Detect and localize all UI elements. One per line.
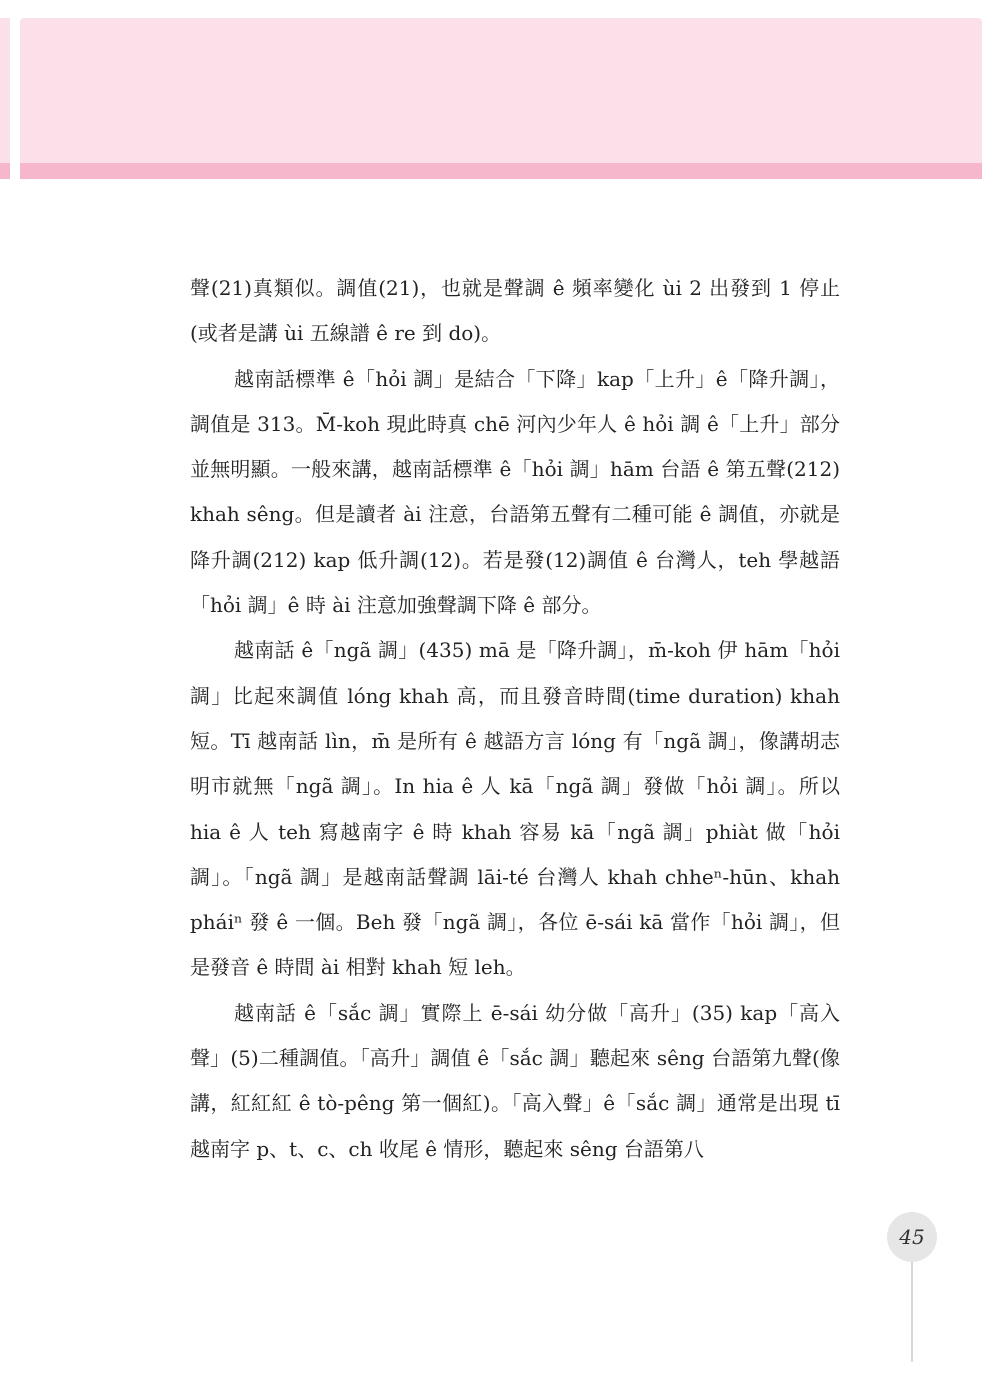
paragraph-4: 越南話 ê「sắc 調」實際上 ē-sái 幼分做「高升」(35) kap「高入聲」(5)二種調值。「高升」調值 ê「sắc 調」聽起來 sêng 台語第九聲(像講，紅紅紅 ê tò-pêng 第一個紅)。「高入聲」ê「sắc 調」通常是出現 tī 越南字 p、t、c、ch 收尾 ê 情形，聽起來 sêng 台語第八 — [190, 1000, 840, 1161]
paragraph-3: 越南話 ê「ngã 調」(435) mā 是「降升調」，m̄-koh 伊 hām「hỏi 調」比起來調值 lóng khah 高，而且發音時間(time duration) khah 短。Tī 越南話 lìn，m̄ 是所有 ê 越語方言 lóng 有「ngã 調」，像講胡志明市就無「ngã 調」。In hia ê 人 kā「ngã 調」發做「hỏi 調」。所以 hia ê 人 teh 寫越南字 ê 時 khah 容易 kā「ngã 調」phiàt 做「hỏi 調」。「ngã 調」是越南話聲調 lāi-té 台灣人 khah chheⁿ-hūn、khah pháiⁿ 發 ê 一個。Beh 發「ngã 調」，各位 ē-sái kā 當作「hỏi 調」，但是發音 ê 時間 ài 相對 khah 短 leh。 — [190, 638, 840, 980]
header-band-accent — [20, 163, 982, 179]
header-left-strip-accent — [0, 163, 10, 179]
paragraph-1: 聲(21)真類似。調值(21)，也就是聲調 ê 頻率變化 ùi 2 出發到 1 停止(或者是講 ùi 五線譜 ê re 到 do)。 — [190, 276, 840, 346]
page-number-badge — [887, 1212, 937, 1262]
paragraph-2: 越南話標準 ê「hỏi 調」是結合「下降」kap「上升」ê「降升調」，調值是 313。M̄-koh 現此時真 chē 河內少年人 ê hỏi 調 ê「上升」部分並無明顯。一般來講，越南話標準 ê「hỏi 調」hām 台語 ê 第五聲(212) khah sêng。但是讀者 ài 注意，台語第五聲有二種可能 ê 調值，亦就是降升調(212) kap 低升調(12)。若是發(12)調值 ê 台灣人，teh 學越語「hỏi 調」ê 時 ài 注意加強聲調下降 ê 部分。 — [190, 366, 840, 618]
body-text — [190, 266, 840, 1172]
header-band — [20, 18, 982, 164]
page-number: 45 — [899, 1225, 925, 1249]
header-left-strip — [0, 18, 10, 179]
page-number-rule — [911, 1262, 913, 1362]
